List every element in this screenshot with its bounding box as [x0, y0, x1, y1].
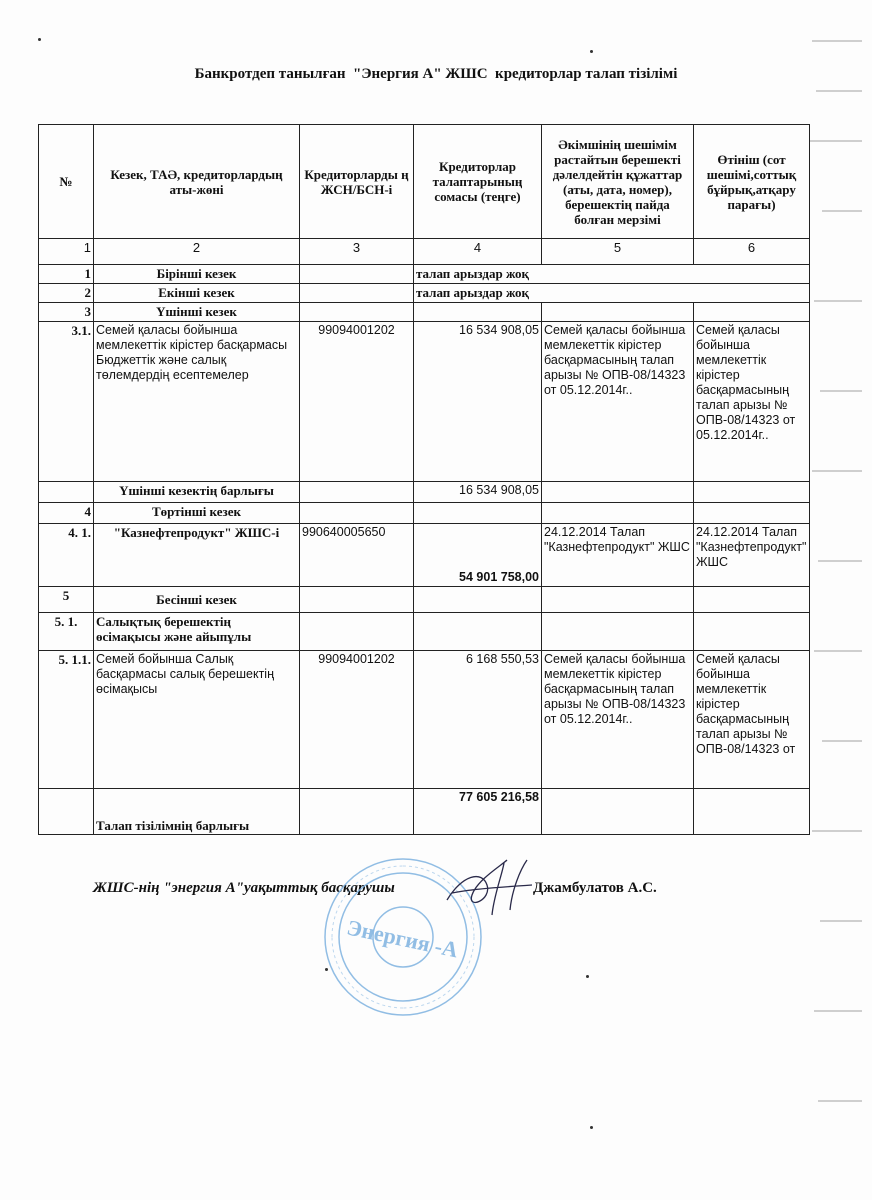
queue-note: талап арыздар жоқ	[414, 265, 810, 284]
table-row	[39, 524, 810, 587]
index-cell: 4	[414, 239, 542, 265]
creditor-id: 99094001202	[300, 322, 414, 482]
document-title: Банкротдеп танылған "Энергия А" ЖШС кредиторлар талап тізілімі	[194, 66, 678, 82]
signature	[432, 855, 542, 925]
index-cell: 5	[542, 239, 694, 265]
table-row	[39, 789, 810, 835]
row-number: 4	[39, 503, 94, 524]
table-row	[39, 482, 810, 503]
col-header-name: Кезек, ТАӘ, кредиторлардың аты-жөні	[94, 125, 300, 239]
creditor-name: Семей қаласы бойынша мемлекеттік кірістер басқармасы Бюджеттік және салық төлемдердің есептемелер	[94, 322, 300, 482]
row-number: 2	[39, 284, 94, 303]
index-cell: 3	[300, 239, 414, 265]
scan-speck	[586, 975, 589, 978]
table-row	[39, 265, 810, 284]
index-row	[39, 239, 810, 265]
creditor-register-table	[38, 124, 810, 835]
claim-amount: 6 168 550,53	[414, 651, 542, 789]
table-row	[39, 613, 810, 651]
scan-speck	[590, 50, 593, 53]
queue-name: Төртінші кезек	[94, 503, 300, 524]
application-reference: Семей қаласы бойынша мемлекеттік кірістер басқармасының талап арызы № ОПВ-08/14323 от 05.12.2014г..	[694, 322, 810, 482]
table-row	[39, 322, 810, 482]
col-header-application: Өтініш (сот шешімі,соттық бұйрық,атқару парағы)	[694, 125, 810, 239]
claim-amount: 16 534 908,05	[414, 322, 542, 482]
row-number: 5. 1.1.	[39, 651, 94, 789]
footer-signatory: Джамбулатов А.С.	[533, 880, 657, 896]
scan-speck	[590, 1126, 593, 1129]
index-cell: 1	[39, 239, 94, 265]
grand-total-label: Талап тізілімнің барлығы	[94, 789, 300, 835]
row-number: 4. 1.	[39, 524, 94, 587]
footer-position: ЖШС-нің "энергия А"уақыттық басқарушы	[93, 880, 395, 896]
row-number: 5	[39, 587, 94, 613]
index-cell: 6	[694, 239, 810, 265]
header-row	[39, 125, 810, 239]
row-number: 5. 1.	[39, 613, 94, 651]
queue-note: талап арыздар жоқ	[414, 284, 810, 303]
scan-speck	[38, 38, 41, 41]
row-number: 1	[39, 265, 94, 284]
subgroup-name: Салықтық берешектің өсімақысы және айыпұлы	[94, 613, 300, 651]
col-header-documents: Әкімшінің шешімім растайтын берешекті дәлелдейтін құжаттар (аты, дата, номер), берешектің пайда болған мерзімі	[542, 125, 694, 239]
creditor-id: 99094001202	[300, 651, 414, 789]
row-number: 3.1.	[39, 322, 94, 482]
table-row	[39, 284, 810, 303]
supporting-documents: Семей қаласы бойынша мемлекеттік кірістер басқармасының талап арызы № ОПВ-08/14323 от 05.12.2014г..	[542, 322, 694, 482]
col-header-amount: Кредиторлар талаптарының сомасы (теңге)	[414, 125, 542, 239]
col-header-no: №	[39, 125, 94, 239]
table-row	[39, 651, 810, 789]
application-reference: 24.12.2014 Талап "Казнефтепродукт" ЖШС	[694, 524, 810, 587]
queue-name: Үшінші кезек	[94, 303, 300, 322]
row-number: 3	[39, 303, 94, 322]
supporting-documents: 24.12.2014 Талап "Казнефтепродукт" ЖШС	[542, 524, 694, 587]
application-reference: Семей қаласы бойынша мемлекеттік кірістер басқармасының талап арызы № ОПВ-08/14323 от	[694, 651, 810, 789]
creditor-name: "Казнефтепродукт" ЖШС-і	[94, 524, 300, 587]
index-cell: 2	[94, 239, 300, 265]
grand-total-amount: 77 605 216,58	[414, 789, 542, 835]
queue-name: Бірінші кезек	[94, 265, 300, 284]
creditor-name: Семей бойынша Салық басқармасы салық берешектің өсімақысы	[94, 651, 300, 789]
table-row	[39, 587, 810, 613]
stamp-text: Энергия -А	[344, 914, 461, 963]
scan-edge-noise	[802, 0, 872, 1200]
scan-speck	[325, 968, 328, 971]
queue-name: Бесінші кезек	[94, 587, 300, 613]
subtotal-amount: 16 534 908,05	[414, 482, 542, 503]
creditor-id: 990640005650	[300, 524, 414, 587]
subtotal-label: Үшінші кезектің барлығы	[94, 482, 300, 503]
table-row	[39, 503, 810, 524]
claim-amount: 54 901 758,00	[414, 524, 542, 587]
queue-name: Екінші кезек	[94, 284, 300, 303]
col-header-id: Кредиторларды ң ЖСН/БСН-і	[300, 125, 414, 239]
supporting-documents: Семей қаласы бойынша мемлекеттік кірістер басқармасының талап арызы № ОПВ-08/14323 от 05.12.2014г..	[542, 651, 694, 789]
table-row	[39, 303, 810, 322]
